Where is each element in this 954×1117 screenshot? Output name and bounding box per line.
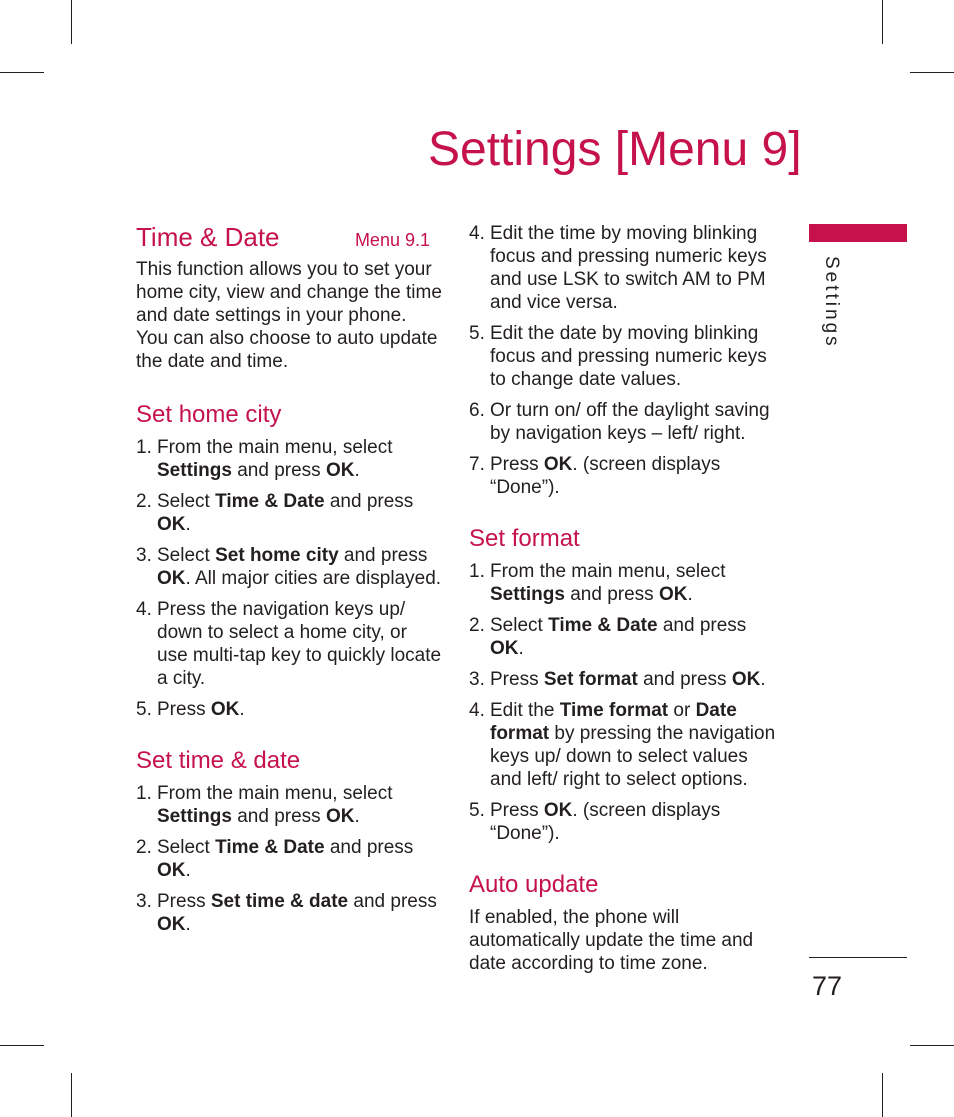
list-item: 7. Press OK. (screen displays “Done”).	[469, 454, 721, 498]
subsection-title: Set format	[469, 525, 580, 552]
list-item: 3. Select Set home city and press OK. All major cities are displayed.	[136, 545, 442, 589]
time-date-steps	[136, 782, 442, 936]
side-tab-bar	[809, 224, 907, 242]
page-title: Settings [Menu 9]	[428, 123, 802, 176]
list-item: 3. Press Set format and press OK.	[469, 669, 766, 690]
footer-rule	[809, 957, 907, 958]
crop-mark	[910, 72, 954, 73]
section-title: Time & Date	[136, 222, 280, 252]
page-number: 77	[812, 971, 843, 1001]
auto-update-paragraph: If enabled, the phone will automatically update the time and date according to time zone.	[469, 907, 754, 974]
intro-paragraph: This function allows you to set your home city, view and change the time and date settings in your phone. You can also choose to auto update the date and time.	[136, 259, 442, 372]
list-item: 3. Press Set time & date and press OK.	[136, 891, 437, 935]
section-header	[136, 222, 442, 252]
list-item: 5. Press OK.	[136, 699, 245, 720]
right-column	[469, 222, 779, 1002]
list-item: 5. Press OK. (screen displays “Done”).	[469, 800, 721, 844]
list-item: 1. From the main menu, select Settings and press OK.	[136, 437, 393, 481]
crop-mark	[0, 72, 44, 73]
crop-mark	[0, 1045, 44, 1046]
list-item: 2. Select Time & Date and press OK.	[136, 837, 414, 881]
list-item: 5. Edit the date by moving blinking focus and pressing numeric keys to change date values.	[469, 323, 767, 390]
list-item: 6. Or turn on/ off the daylight saving by navigation keys – left/ right.	[469, 400, 770, 444]
list-item: 4. Edit the time by moving blinking focus and pressing numeric keys and use LSK to switch AM to PM and vice versa.	[469, 223, 767, 313]
list-item: 2. Select Time & Date and press OK.	[469, 615, 747, 659]
crop-mark	[71, 0, 72, 44]
home-city-steps	[136, 436, 442, 721]
crop-mark	[910, 1045, 954, 1046]
menu-reference: Menu 9.1	[354, 230, 430, 250]
list-item: 1. From the main menu, select Settings and press OK.	[136, 783, 393, 827]
left-column	[136, 222, 442, 961]
crop-mark	[71, 1073, 72, 1117]
side-tab-label: Settings	[821, 256, 842, 349]
crop-mark	[882, 0, 883, 44]
list-item: 4. Press the navigation keys up/ down to select a home city, or use multi-tap key to quickly locate a city.	[136, 599, 442, 689]
subsection-title: Set time & date	[136, 747, 301, 774]
format-steps	[469, 560, 779, 845]
list-item: 4. Edit the Time format or Date format by pressing the navigation keys up/ down to select values and left/ right to select options.	[469, 700, 776, 790]
crop-mark	[882, 1073, 883, 1117]
subsection-title: Auto update	[469, 871, 599, 898]
list-item: 2. Select Time & Date and press OK.	[136, 491, 414, 535]
time-date-steps-continued	[469, 222, 779, 499]
list-item: 1. From the main menu, select Settings and press OK.	[469, 561, 726, 605]
subsection-title: Set home city	[136, 401, 282, 428]
